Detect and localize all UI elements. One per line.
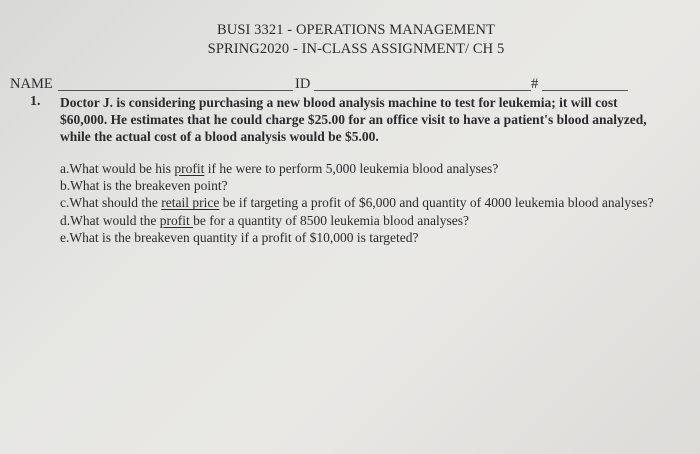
subquestion-letter: e.: [60, 229, 70, 245]
subquestion-e: [60, 229, 660, 246]
name-blank-line: [58, 90, 293, 91]
subquestion-d: [60, 212, 660, 229]
subquestion-letter: c.: [60, 195, 70, 211]
assignment-title: SPRING2020 - IN-CLASS ASSIGNMENT/ CH 5: [207, 41, 505, 57]
subquestion-letter: d.: [60, 212, 71, 228]
underlined-term: retail price: [161, 195, 220, 211]
id-label: ID: [295, 76, 311, 92]
subquestion-text: be for a quantity of 8500 leukemia blood analyses?: [193, 212, 470, 228]
underlined-term: profit: [159, 212, 194, 228]
number-label: #: [531, 76, 539, 92]
subquestion-text: What is the breakeven point?: [70, 178, 228, 194]
subquestion-a: [60, 160, 660, 177]
subquestion-text: What is the breakeven quantity if a profit of $10,000 is targeted?: [69, 229, 419, 245]
id-blank-line: [314, 90, 531, 91]
subquestion-letter: a.: [60, 161, 70, 176]
subquestion-text: What would the: [70, 212, 160, 228]
number-blank-line: [542, 90, 628, 91]
underlined-term: profit: [174, 161, 205, 176]
subquestion-list: [60, 160, 660, 246]
subquestion-text: What would be his: [69, 161, 175, 176]
subquestion-text: if he were to perform 5,000 leukemia blood analyses?: [204, 161, 499, 176]
question-number: 1.: [30, 94, 41, 109]
question-text: Doctor J. is considering purchasing a new blood analysis machine to test for leukemia; it will cost $60,000. He estimates that he could charge $25.00 for an office visit to have a patient's blood analyzed, while the actual cost of a blood analysis would be $5.00.: [60, 95, 647, 144]
subquestion-text: What should the: [69, 195, 162, 211]
course-title: BUSI 3321 - OPERATIONS MANAGEMENT: [217, 22, 495, 38]
subquestion-text: be if targeting a profit of $6,000 and quantity of 4000 leukemia blood analyses?: [219, 195, 654, 211]
name-label: NAME: [10, 76, 53, 92]
subquestion-b: [60, 177, 660, 194]
subquestion-letter: b.: [60, 178, 71, 194]
subquestion-c: [60, 194, 660, 211]
